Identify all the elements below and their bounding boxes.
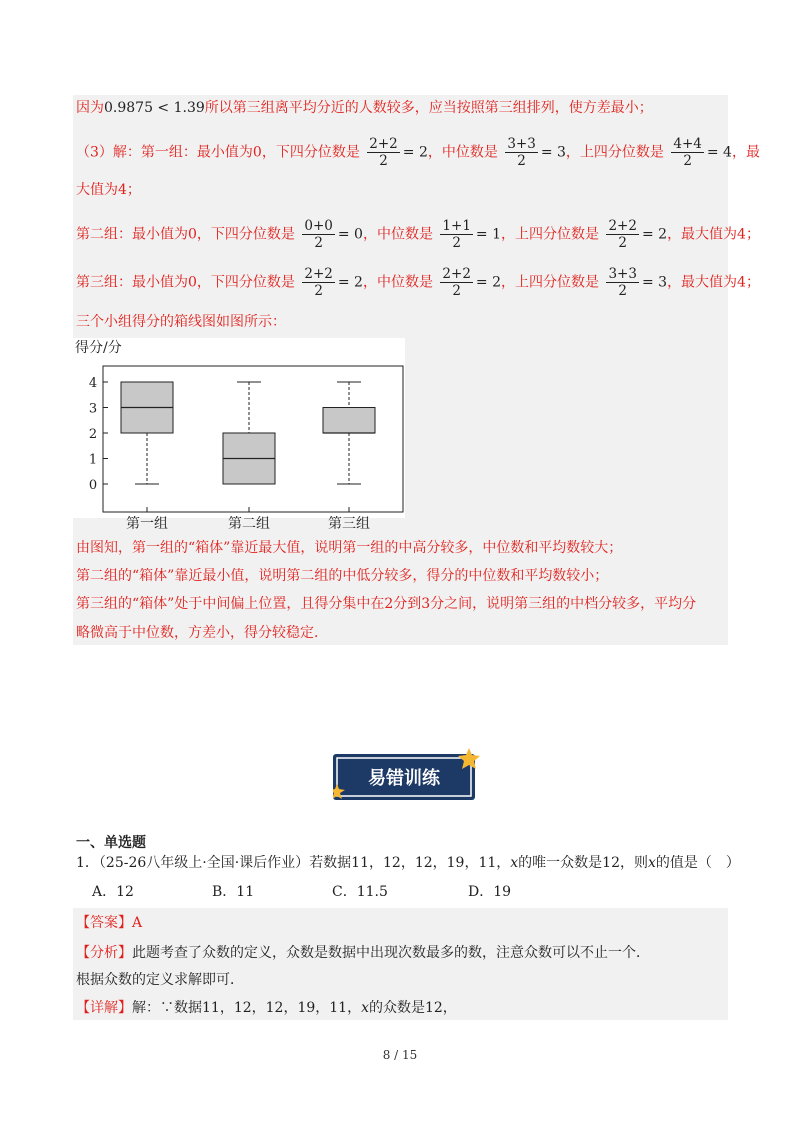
x-category-label: 第三组 xyxy=(328,516,370,532)
option-a[interactable]: A．12 xyxy=(92,884,134,900)
analysis-line: 【分析】此题考查了众数的定义，众数是数据中出现次数最多的数，注意众数可以不止一个． xyxy=(76,945,650,961)
solution-line-1: 因为0.9875 < 1.39所以第三组离平均分近的人数较多，应当按照第三组排列，使方差最小； xyxy=(76,100,653,116)
solution-line-8: 第二组的“箱体”靠近最小值，说明第二组的中低分较多，得分的中位数和平均数较小； xyxy=(76,568,609,584)
y-tick-label: 4 xyxy=(88,376,98,391)
y-tick-label: 3 xyxy=(88,401,98,417)
y-axis-label: 得分/分 xyxy=(75,340,122,356)
option-d[interactable]: D．19 xyxy=(468,884,512,900)
solution-line-2: （3）解：第一组：最小值为0，下四分位数是 $\frac{2+2}{2}$ = 2，中位数是 $\frac{3+3}{2}$ = 3，上四分位数是 $\frac{4+4}{2}$ = 4，最 xyxy=(76,136,760,169)
x-category-label: 第一组 xyxy=(126,516,168,532)
solution-line-5: 第三组：最小值为0，下四分位数是 $\frac{2+2}{2}$ = 2，中位数是 $\frac{2+2}{2}$ = 2，上四分位数是 $\frac{3+3}{2}$ = 3，最大值为4； xyxy=(76,266,760,299)
answer-line: 【答案】A xyxy=(76,915,143,931)
solution-line-7: 由图知，第一组的“箱体”靠近最大值，说明第一组的中高分较多，中位数和平均数较大； xyxy=(76,540,623,556)
question-1: 1．（25-26八年级上·全国·课后作业）若数据11，12，12，19，11，x的唯一众数是12，则x的值是（ ） xyxy=(76,855,740,871)
solution-line-6: 三个小组得分的箱线图如图所示： xyxy=(76,314,286,330)
analysis-line-2: 根据众数的定义求解即可． xyxy=(76,972,244,988)
solution-line-9: 第三组的“箱体”处于中间偏上位置，且得分集中在2分到3分之间，说明第三组的中档分较多，平均分 xyxy=(76,596,697,612)
option-c[interactable]: C．11.5 xyxy=(332,884,388,900)
answer-options xyxy=(92,882,511,902)
y-tick-label: 0 xyxy=(88,478,98,493)
solution-line-3: 大值为4； xyxy=(76,182,141,198)
y-tick-label: 2 xyxy=(88,427,98,442)
box-3 xyxy=(323,408,375,434)
option-b[interactable]: B．11 xyxy=(212,884,255,900)
page-number: 8 / 15 xyxy=(382,1048,418,1062)
section-title: 一、单选题 xyxy=(76,835,146,851)
detail-line: 【详解】解：∵数据11，12，12，19，11，x的众数是12， xyxy=(76,1000,457,1016)
banner-title: 易错训练 xyxy=(368,768,440,789)
y-tick-label: 1 xyxy=(88,452,98,468)
solution-line-10: 略微高于中位数，方差小，得分较稳定． xyxy=(76,625,328,641)
box-plot-chart xyxy=(73,338,405,534)
solution-line-4: 第二组：最小值为0，下四分位数是 $\frac{0+0}{2}$ = 0，中位数是 $\frac{1+1}{2}$ = 1，上四分位数是 $\frac{2+2}{2}$ = 2，最大值为4； xyxy=(76,218,760,251)
x-category-label: 第二组 xyxy=(228,516,270,532)
section-banner xyxy=(333,748,483,806)
